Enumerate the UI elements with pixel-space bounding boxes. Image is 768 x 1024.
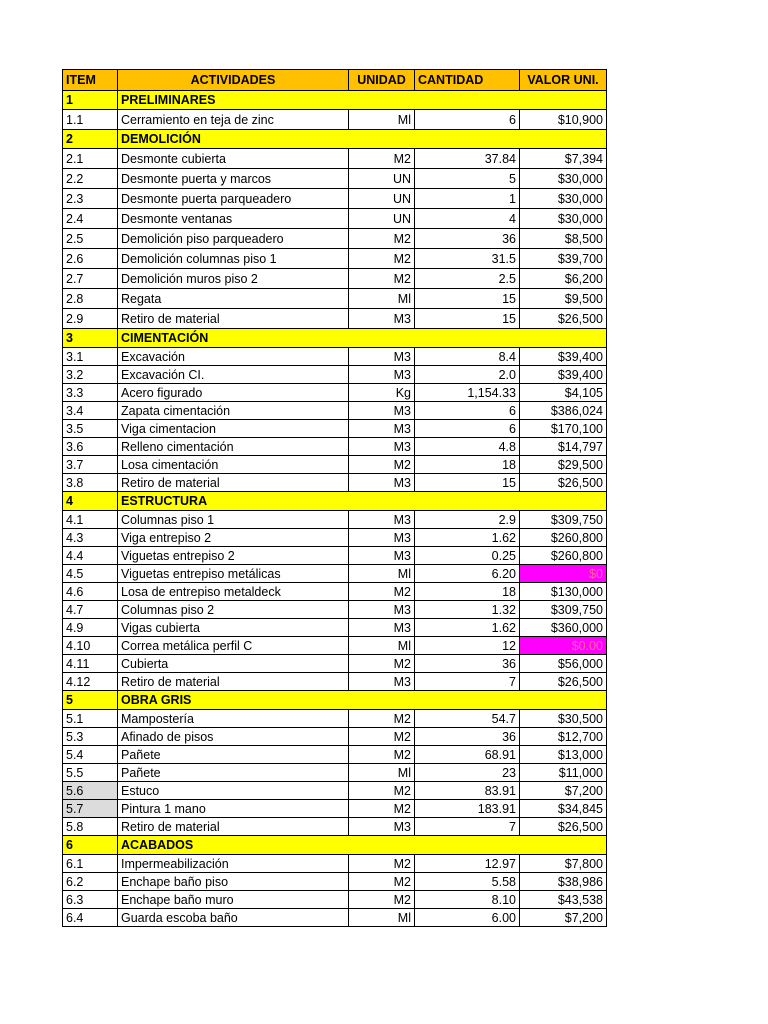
- table-row: [63, 438, 607, 456]
- quantity-cell[interactable]: 2.0: [415, 366, 520, 384]
- table-row: [63, 800, 607, 818]
- unit-cell[interactable]: M3: [349, 474, 415, 492]
- header-unidad[interactable]: UNIDAD: [349, 70, 415, 91]
- section-title-cell[interactable]: ACABADOS: [118, 836, 607, 855]
- unit-cell[interactable]: UN: [349, 209, 415, 229]
- table-row: [63, 873, 607, 891]
- unit-cell[interactable]: M2: [349, 728, 415, 746]
- quantity-cell[interactable]: 2.9: [415, 511, 520, 529]
- section-title-cell[interactable]: ESTRUCTURA: [118, 492, 607, 511]
- quantity-cell[interactable]: 8.4: [415, 348, 520, 366]
- activity-cell[interactable]: Impermeabilización: [118, 855, 349, 873]
- unit-cell[interactable]: Ml: [349, 565, 415, 583]
- unit-cell[interactable]: M2: [349, 149, 415, 169]
- item-number-cell[interactable]: 2.6: [63, 249, 118, 269]
- unit-cell[interactable]: M2: [349, 456, 415, 474]
- activity-cell[interactable]: Desmonte puerta y marcos: [118, 169, 349, 189]
- header-actividades[interactable]: ACTIVIDADES: [118, 70, 349, 91]
- activity-cell[interactable]: Retiro de material: [118, 309, 349, 329]
- section-number-cell[interactable]: 6: [63, 836, 118, 855]
- quantity-cell[interactable]: 23: [415, 764, 520, 782]
- quantity-cell[interactable]: 18: [415, 583, 520, 601]
- section-row: [63, 492, 607, 511]
- unit-price-cell[interactable]: $30,500: [520, 710, 607, 728]
- activity-cell[interactable]: Viguetas entrepiso 2: [118, 547, 349, 565]
- activity-cell[interactable]: Desmonte puerta parqueadero: [118, 189, 349, 209]
- table-row: [63, 619, 607, 637]
- unit-price-cell[interactable]: $39,700: [520, 249, 607, 269]
- unit-price-cell[interactable]: $39,400: [520, 366, 607, 384]
- table-row: [63, 189, 607, 209]
- activity-cell[interactable]: Desmonte ventanas: [118, 209, 349, 229]
- activity-cell[interactable]: Afinado de pisos: [118, 728, 349, 746]
- quantity-cell[interactable]: 4.8: [415, 438, 520, 456]
- unit-price-cell[interactable]: $14,797: [520, 438, 607, 456]
- table-row: [63, 909, 607, 927]
- unit-cell[interactable]: M2: [349, 229, 415, 249]
- item-number-cell[interactable]: 3.8: [63, 474, 118, 492]
- unit-price-cell[interactable]: $30,000: [520, 209, 607, 229]
- unit-price-cell[interactable]: $260,800: [520, 547, 607, 565]
- unit-cell[interactable]: M2: [349, 782, 415, 800]
- table-row: [63, 309, 607, 329]
- quantity-cell[interactable]: 183.91: [415, 800, 520, 818]
- item-number-cell[interactable]: 5.8: [63, 818, 118, 836]
- section-number-cell[interactable]: 2: [63, 130, 118, 149]
- section-number-cell[interactable]: 5: [63, 691, 118, 710]
- header-valor[interactable]: VALOR UNI.: [520, 70, 607, 91]
- quantity-cell[interactable]: 12: [415, 637, 520, 655]
- unit-price-cell[interactable]: $12,700: [520, 728, 607, 746]
- table-row: [63, 348, 607, 366]
- quantity-cell[interactable]: 1.32: [415, 601, 520, 619]
- unit-cell[interactable]: M3: [349, 438, 415, 456]
- item-number-cell[interactable]: 2.4: [63, 209, 118, 229]
- table-row: [63, 209, 607, 229]
- activity-cell[interactable]: Losa de entrepiso metaldeck: [118, 583, 349, 601]
- quantity-cell[interactable]: 36: [415, 655, 520, 673]
- unit-price-cell[interactable]: $56,000: [520, 655, 607, 673]
- activity-cell[interactable]: Estuco: [118, 782, 349, 800]
- unit-price-cell[interactable]: $260,800: [520, 529, 607, 547]
- item-number-cell[interactable]: 3.3: [63, 384, 118, 402]
- table-row: [63, 169, 607, 189]
- header-row: [63, 70, 607, 91]
- unit-price-cell[interactable]: $0.00: [520, 637, 607, 655]
- table-row: [63, 891, 607, 909]
- activity-cell[interactable]: Demolición muros piso 2: [118, 269, 349, 289]
- activity-cell[interactable]: Viga cimentacion: [118, 420, 349, 438]
- unit-price-cell[interactable]: $309,750: [520, 511, 607, 529]
- item-number-cell[interactable]: 4.12: [63, 673, 118, 691]
- unit-price-cell[interactable]: $7,394: [520, 149, 607, 169]
- section-title-cell[interactable]: PRELIMINARES: [118, 91, 607, 110]
- unit-cell[interactable]: M3: [349, 673, 415, 691]
- item-number-cell[interactable]: 4.11: [63, 655, 118, 673]
- unit-cell[interactable]: UN: [349, 189, 415, 209]
- item-number-cell[interactable]: 2.7: [63, 269, 118, 289]
- item-number-cell[interactable]: 2.3: [63, 189, 118, 209]
- item-number-cell[interactable]: 4.1: [63, 511, 118, 529]
- table-row: [63, 384, 607, 402]
- unit-cell[interactable]: M3: [349, 348, 415, 366]
- quantity-cell[interactable]: 1,154.33: [415, 384, 520, 402]
- unit-price-cell[interactable]: $29,500: [520, 456, 607, 474]
- activity-cell[interactable]: Pintura 1 mano: [118, 800, 349, 818]
- section-row: [63, 691, 607, 710]
- activity-cell[interactable]: Demolición piso parqueadero: [118, 229, 349, 249]
- table-row: [63, 601, 607, 619]
- unit-cell[interactable]: M3: [349, 529, 415, 547]
- section-title-cell[interactable]: OBRA GRIS: [118, 691, 607, 710]
- item-number-cell[interactable]: 4.6: [63, 583, 118, 601]
- table-row: [63, 818, 607, 836]
- table-row: [63, 710, 607, 728]
- unit-cell[interactable]: Ml: [349, 909, 415, 927]
- quantity-cell[interactable]: 7: [415, 818, 520, 836]
- table-row: [63, 289, 607, 309]
- section-number-cell[interactable]: 4: [63, 492, 118, 511]
- unit-price-cell[interactable]: $0: [520, 565, 607, 583]
- unit-price-cell[interactable]: $30,000: [520, 189, 607, 209]
- item-number-cell[interactable]: 4.4: [63, 547, 118, 565]
- table-row: [63, 269, 607, 289]
- item-number-cell[interactable]: 4.10: [63, 637, 118, 655]
- unit-price-cell[interactable]: $170,100: [520, 420, 607, 438]
- quantity-cell[interactable]: 6: [415, 402, 520, 420]
- table-row: [63, 637, 607, 655]
- unit-cell[interactable]: M2: [349, 710, 415, 728]
- unit-price-cell[interactable]: $360,000: [520, 619, 607, 637]
- activity-cell[interactable]: Relleno cimentación: [118, 438, 349, 456]
- item-number-cell[interactable]: 2.8: [63, 289, 118, 309]
- unit-price-cell[interactable]: $30,000: [520, 169, 607, 189]
- quantity-cell[interactable]: 7: [415, 673, 520, 691]
- unit-cell[interactable]: M3: [349, 547, 415, 565]
- unit-price-cell[interactable]: $34,845: [520, 800, 607, 818]
- section-row: [63, 836, 607, 855]
- unit-price-cell[interactable]: $7,200: [520, 782, 607, 800]
- quantity-cell[interactable]: 1.62: [415, 529, 520, 547]
- quantity-cell[interactable]: 37.84: [415, 149, 520, 169]
- activity-cell[interactable]: Regata: [118, 289, 349, 309]
- section-row: [63, 91, 607, 110]
- unit-price-cell[interactable]: $7,800: [520, 855, 607, 873]
- table-row: [63, 764, 607, 782]
- unit-cell[interactable]: UN: [349, 169, 415, 189]
- unit-cell[interactable]: M3: [349, 366, 415, 384]
- quantity-cell[interactable]: 36: [415, 229, 520, 249]
- item-number-cell[interactable]: 5.4: [63, 746, 118, 764]
- quantity-cell[interactable]: 12.97: [415, 855, 520, 873]
- activity-cell[interactable]: Viga entrepiso 2: [118, 529, 349, 547]
- activity-cell[interactable]: Guarda escoba baño: [118, 909, 349, 927]
- quantity-cell[interactable]: 6.20: [415, 565, 520, 583]
- unit-cell[interactable]: M3: [349, 818, 415, 836]
- quantity-cell[interactable]: 5.58: [415, 873, 520, 891]
- quantity-cell[interactable]: 1.62: [415, 619, 520, 637]
- table-row: [63, 402, 607, 420]
- quantity-cell[interactable]: 6.00: [415, 909, 520, 927]
- unit-cell[interactable]: Kg: [349, 384, 415, 402]
- unit-price-cell[interactable]: $26,500: [520, 818, 607, 836]
- item-number-cell[interactable]: 6.3: [63, 891, 118, 909]
- unit-price-cell[interactable]: $26,500: [520, 673, 607, 691]
- unit-cell[interactable]: Ml: [349, 637, 415, 655]
- item-number-cell[interactable]: 4.7: [63, 601, 118, 619]
- item-number-cell[interactable]: 4.9: [63, 619, 118, 637]
- table-row: [63, 110, 607, 130]
- unit-cell[interactable]: M2: [349, 873, 415, 891]
- section-title-cell[interactable]: DEMOLICIÓN: [118, 130, 607, 149]
- activity-cell[interactable]: Retiro de material: [118, 474, 349, 492]
- quantity-cell[interactable]: 15: [415, 309, 520, 329]
- unit-cell[interactable]: M3: [349, 601, 415, 619]
- unit-price-cell[interactable]: $386,024: [520, 402, 607, 420]
- quantity-cell[interactable]: 15: [415, 474, 520, 492]
- activity-cell[interactable]: Cerramiento en teja de zinc: [118, 110, 349, 130]
- quantity-cell[interactable]: 54.7: [415, 710, 520, 728]
- table-row: [63, 420, 607, 438]
- unit-price-cell[interactable]: $11,000: [520, 764, 607, 782]
- item-number-cell[interactable]: 3.2: [63, 366, 118, 384]
- unit-price-cell[interactable]: $8,500: [520, 229, 607, 249]
- unit-cell[interactable]: M2: [349, 800, 415, 818]
- unit-cell[interactable]: Ml: [349, 289, 415, 309]
- table-row: [63, 782, 607, 800]
- table-row: [63, 565, 607, 583]
- item-number-cell[interactable]: 6.4: [63, 909, 118, 927]
- activity-cell[interactable]: Correa metálica perfil C: [118, 637, 349, 655]
- item-number-cell[interactable]: 5.5: [63, 764, 118, 782]
- unit-price-cell[interactable]: $7,200: [520, 909, 607, 927]
- item-number-cell[interactable]: 3.4: [63, 402, 118, 420]
- budget-table: [62, 69, 607, 927]
- unit-price-cell[interactable]: $9,500: [520, 289, 607, 309]
- table-row: [63, 583, 607, 601]
- activity-cell[interactable]: Zapata cimentación: [118, 402, 349, 420]
- unit-price-cell[interactable]: $6,200: [520, 269, 607, 289]
- activity-cell[interactable]: Desmonte cubierta: [118, 149, 349, 169]
- item-number-cell[interactable]: 1.1: [63, 110, 118, 130]
- activity-cell[interactable]: Retiro de material: [118, 818, 349, 836]
- item-number-cell[interactable]: 2.9: [63, 309, 118, 329]
- activity-cell[interactable]: Columnas piso 1: [118, 511, 349, 529]
- quantity-cell[interactable]: 6: [415, 110, 520, 130]
- quantity-cell[interactable]: 18: [415, 456, 520, 474]
- unit-cell[interactable]: M2: [349, 583, 415, 601]
- table-row: [63, 249, 607, 269]
- table-row: [63, 456, 607, 474]
- activity-cell[interactable]: Losa cimentación: [118, 456, 349, 474]
- activity-cell[interactable]: Excavación CI.: [118, 366, 349, 384]
- unit-price-cell[interactable]: $130,000: [520, 583, 607, 601]
- item-number-cell[interactable]: 3.1: [63, 348, 118, 366]
- activity-cell[interactable]: Acero figurado: [118, 384, 349, 402]
- item-number-cell[interactable]: 5.1: [63, 710, 118, 728]
- unit-price-cell[interactable]: $26,500: [520, 309, 607, 329]
- quantity-cell[interactable]: 15: [415, 289, 520, 309]
- table-row: [63, 529, 607, 547]
- activity-cell[interactable]: Enchape baño piso: [118, 873, 349, 891]
- section-number-cell[interactable]: 3: [63, 329, 118, 348]
- unit-cell[interactable]: M2: [349, 249, 415, 269]
- activity-cell[interactable]: Mampostería: [118, 710, 349, 728]
- quantity-cell[interactable]: 68.91: [415, 746, 520, 764]
- unit-price-cell[interactable]: $43,538: [520, 891, 607, 909]
- item-number-cell[interactable]: 3.5: [63, 420, 118, 438]
- unit-price-cell[interactable]: $38,986: [520, 873, 607, 891]
- table-row: [63, 655, 607, 673]
- item-number-cell[interactable]: 2.5: [63, 229, 118, 249]
- unit-cell[interactable]: M2: [349, 269, 415, 289]
- unit-cell[interactable]: M3: [349, 511, 415, 529]
- header-item[interactable]: ITEM: [63, 70, 118, 91]
- quantity-cell[interactable]: 0.25: [415, 547, 520, 565]
- section-row: [63, 329, 607, 348]
- activity-cell[interactable]: Excavación: [118, 348, 349, 366]
- item-number-cell[interactable]: 5.3: [63, 728, 118, 746]
- quantity-cell[interactable]: 8.10: [415, 891, 520, 909]
- unit-price-cell[interactable]: $309,750: [520, 601, 607, 619]
- activity-cell[interactable]: Vigas cubierta: [118, 619, 349, 637]
- item-number-cell[interactable]: 6.2: [63, 873, 118, 891]
- section-number-cell[interactable]: 1: [63, 91, 118, 110]
- unit-price-cell[interactable]: $10,900: [520, 110, 607, 130]
- unit-price-cell[interactable]: $26,500: [520, 474, 607, 492]
- activity-cell[interactable]: Retiro de material: [118, 673, 349, 691]
- unit-cell[interactable]: M3: [349, 619, 415, 637]
- table-row: [63, 855, 607, 873]
- item-number-cell[interactable]: 3.7: [63, 456, 118, 474]
- activity-cell[interactable]: Columnas piso 2: [118, 601, 349, 619]
- section-title-cell[interactable]: CIMENTACIÓN: [118, 329, 607, 348]
- item-number-cell[interactable]: 4.3: [63, 529, 118, 547]
- activity-cell[interactable]: Enchape baño muro: [118, 891, 349, 909]
- unit-cell[interactable]: M3: [349, 309, 415, 329]
- table-row: [63, 673, 607, 691]
- quantity-cell[interactable]: 5: [415, 169, 520, 189]
- table-row: [63, 149, 607, 169]
- unit-price-cell[interactable]: $4,105: [520, 384, 607, 402]
- unit-cell[interactable]: M2: [349, 855, 415, 873]
- item-number-cell[interactable]: 4.5: [63, 565, 118, 583]
- table-row: [63, 366, 607, 384]
- quantity-cell[interactable]: 2.5: [415, 269, 520, 289]
- quantity-cell[interactable]: 36: [415, 728, 520, 746]
- item-number-cell[interactable]: 5.6: [63, 782, 118, 800]
- header-cantidad[interactable]: CANTIDAD: [415, 70, 520, 91]
- table-row: [63, 728, 607, 746]
- item-number-cell[interactable]: 3.6: [63, 438, 118, 456]
- unit-cell[interactable]: M2: [349, 655, 415, 673]
- quantity-cell[interactable]: 1: [415, 189, 520, 209]
- activity-cell[interactable]: Demolición columnas piso 1: [118, 249, 349, 269]
- activity-cell[interactable]: Cubierta: [118, 655, 349, 673]
- table-row: [63, 474, 607, 492]
- unit-price-cell[interactable]: $39,400: [520, 348, 607, 366]
- unit-cell[interactable]: Ml: [349, 764, 415, 782]
- activity-cell[interactable]: Pañete: [118, 764, 349, 782]
- item-number-cell[interactable]: 2.1: [63, 149, 118, 169]
- unit-cell[interactable]: Ml: [349, 110, 415, 130]
- unit-cell[interactable]: M3: [349, 402, 415, 420]
- unit-cell[interactable]: M2: [349, 891, 415, 909]
- table-row: [63, 229, 607, 249]
- section-row: [63, 130, 607, 149]
- quantity-cell[interactable]: 6: [415, 420, 520, 438]
- quantity-cell[interactable]: 4: [415, 209, 520, 229]
- item-number-cell[interactable]: 5.7: [63, 800, 118, 818]
- unit-cell[interactable]: M3: [349, 420, 415, 438]
- quantity-cell[interactable]: 31.5: [415, 249, 520, 269]
- activity-cell[interactable]: Pañete: [118, 746, 349, 764]
- quantity-cell[interactable]: 83.91: [415, 782, 520, 800]
- table-body: [63, 91, 607, 927]
- table-row: [63, 547, 607, 565]
- table-row: [63, 746, 607, 764]
- table-row: [63, 511, 607, 529]
- item-number-cell[interactable]: 6.1: [63, 855, 118, 873]
- activity-cell[interactable]: Viguetas entrepiso metálicas: [118, 565, 349, 583]
- item-number-cell[interactable]: 2.2: [63, 169, 118, 189]
- unit-price-cell[interactable]: $13,000: [520, 746, 607, 764]
- unit-cell[interactable]: M2: [349, 746, 415, 764]
